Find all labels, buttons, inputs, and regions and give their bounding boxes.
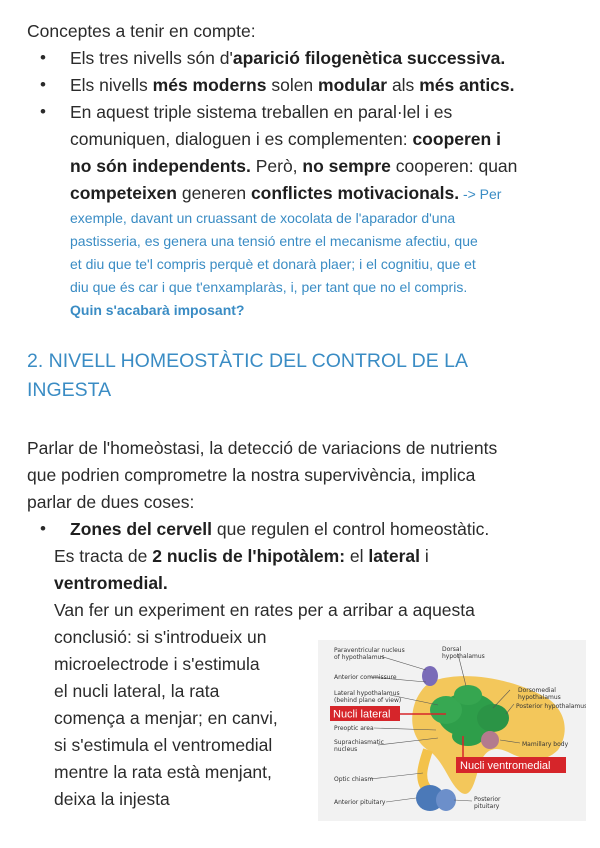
zones-line-9: si s'estimula el ventromedial (54, 735, 273, 755)
label-preoptic: Preoptic area (334, 725, 374, 732)
nucli-lateral-label: Nucli lateral (333, 708, 391, 721)
section-heading-line-1: 2. NIVELL HOMEOSTÀTIC DEL CONTROL DE LA (27, 350, 469, 372)
zones-line-3: ventromedial. (54, 573, 168, 593)
paragraph-line-3: parlar de dues coses: (27, 492, 195, 512)
label-dorsomedial: Dorsomedial (518, 687, 556, 694)
hypothalamus-diagram (318, 640, 586, 821)
example-line-1: exemple, davant un cruassant de xocolata de l'aparador d'una (70, 210, 456, 226)
label-paraventricular-2: of hypothalamus (334, 654, 385, 661)
bullet-2-dot: • (40, 75, 46, 94)
zones-line-11: deixa la injesta (54, 789, 170, 809)
label-posterior-pituitary: Posterior (474, 796, 501, 803)
bullet-3-line-2: comuniquen, dialoguen i es complementen: cooperen i (70, 129, 501, 149)
bullet-1-text: Els tres nivells són d'aparició filogenètica successiva. (70, 48, 506, 68)
nucleus-cluster-bottom (452, 726, 484, 746)
label-anterior-pituitary: Anterior pituitary (334, 799, 386, 806)
label-lateral-hypothalamus-2: (behind plane of view) (334, 697, 402, 704)
label-suprachiasmatic: Suprachiasmatic (334, 739, 384, 746)
bullet-3-line-3: no són independents. Però, no sempre cooperen: quan (70, 156, 518, 176)
label-paraventricular: Paraventricular nucleus (334, 647, 405, 654)
bullet-3-line-1: En aquest triple sistema treballen en paral·lel i es (70, 102, 453, 122)
section-heading-line-2: INGESTA (27, 379, 112, 401)
label-posterior-pituitary-2: pituitary (474, 803, 500, 810)
label-mammillary: Mamillary body (522, 741, 569, 748)
example-line-5: Quin s'acabarà imposant? (70, 302, 245, 318)
label-dorsal: Dorsal (442, 646, 462, 653)
bullet-3-dot: • (40, 102, 46, 121)
zones-line-7: el nucli lateral, la rata (54, 681, 220, 701)
bullet-3-line-4: competeixen generen conflictes motivacionals. -> Per (70, 183, 502, 203)
zones-line-5: conclusió: si s'introdueix un (54, 627, 267, 647)
intro-title: Conceptes a tenir en compte: (27, 21, 256, 41)
zones-line-8: comença a menjar; en canvi, (54, 708, 278, 728)
bullet-1-dot: • (40, 48, 46, 67)
paraventricular-nucleus-shape (422, 666, 438, 686)
example-line-3: et diu que te'l compris perquè et donarà plaer; i el cognitiu, que et (70, 256, 476, 272)
nucleus-cluster-right (477, 704, 509, 732)
label-suprachiasmatic-2: nucleus (334, 746, 358, 753)
paragraph-line-1: Parlar de l'homeòstasi, la detecció de variacions de nutrients (27, 438, 498, 458)
hypothalamus-figure (318, 640, 586, 821)
zones-line-1: Zones del cervell que regulen el control homeostàtic. (70, 519, 490, 539)
optic-chiasm-shape (422, 750, 428, 790)
zones-line-10: mentre la rata està menjant, (54, 762, 272, 782)
nucli-ventromedial-label: Nucli ventromedial (460, 760, 551, 772)
label-posterior-hypothalamus: Posterior hypothalamus (516, 703, 586, 710)
zones-line-4: Van fer un experiment en rates per a arribar a aquesta (54, 600, 475, 620)
paragraph-line-2: que podrien comprometre la nostra supervivència, implica (27, 465, 476, 485)
label-dorsal-2: hypothalamus (442, 653, 485, 660)
zones-line-2: Es tracta de 2 nuclis de l'hipotàlem: el lateral i (54, 546, 429, 566)
example-line-4: diu que és car i que t'enxamplaràs, i, per tant que no el compris. (70, 279, 468, 295)
example-line-2: pastisseria, es genera una tensió entre el mecanisme afectiu, que (70, 233, 478, 249)
label-lateral-hypothalamus: Lateral hypothalamus (334, 690, 400, 697)
label-anterior-commissure: Anterior commissure (334, 674, 397, 681)
posterior-pituitary-shape (436, 789, 456, 811)
label-optic-chiasm: Optic chiasm (334, 776, 374, 783)
mammillary-body-shape (481, 731, 499, 749)
zones-bullet-dot: • (40, 519, 46, 538)
bullet-2-text: Els nivells més moderns solen modular als més antics. (70, 75, 515, 95)
label-dorsomedial-2: hypothalamus (518, 694, 561, 701)
nucleus-cluster-top (454, 685, 482, 705)
zones-line-6: microelectrode i s'estimula (54, 654, 260, 674)
